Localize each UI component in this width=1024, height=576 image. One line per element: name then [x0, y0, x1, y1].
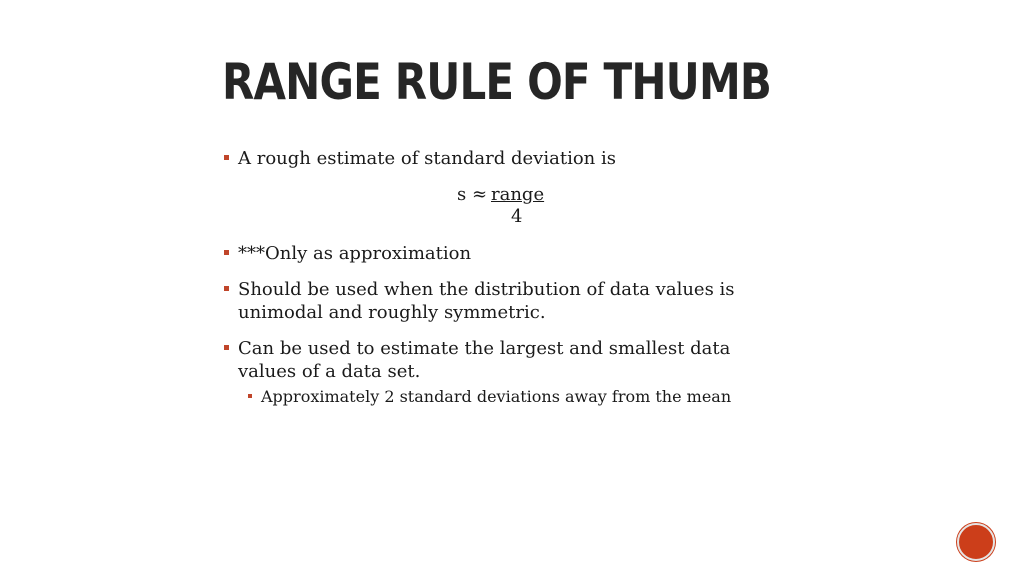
bullet-item	[222, 337, 782, 383]
sub-bullet-text: Approximately 2 standard deviations away from the mean	[261, 387, 732, 406]
bullet-text: ***Only as approximation	[238, 243, 472, 264]
square-bullet-icon	[224, 250, 229, 255]
formula-denominator: 4	[511, 206, 523, 227]
bullet-item	[222, 242, 822, 265]
bullet-item	[222, 147, 822, 170]
sub-bullet-item	[246, 387, 846, 407]
bullet-item	[222, 278, 782, 324]
bullet-text: Should be used when the distribution of data values is unimodal and roughly symmetric.	[238, 279, 735, 323]
page-number-badge	[957, 523, 995, 561]
square-bullet-icon	[224, 155, 229, 160]
bullet-text: A rough estimate of standard deviation is	[238, 148, 616, 169]
square-bullet-icon	[224, 286, 229, 291]
bullet-text: Can be used to estimate the largest and smallest data values of a data set.	[238, 338, 731, 382]
formula-lhs: s ≈	[457, 184, 488, 205]
square-bullet-icon	[248, 394, 252, 398]
square-bullet-icon	[224, 345, 229, 350]
formula-numerator: range	[491, 184, 545, 205]
range-formula	[457, 183, 567, 233]
slide-title: RANGE RULE OF THUMB	[222, 53, 772, 111]
